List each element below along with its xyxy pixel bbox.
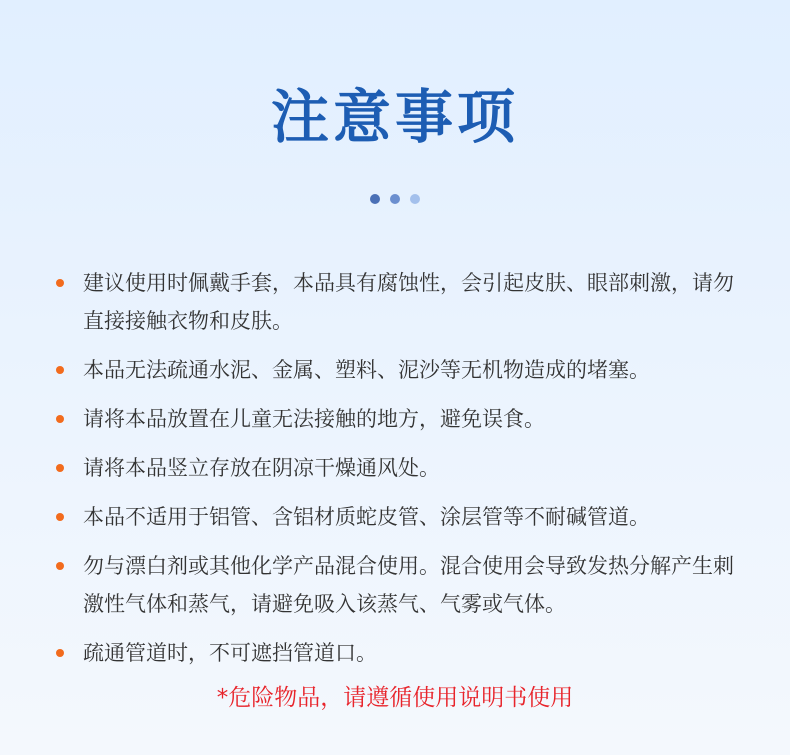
bullet-icon <box>56 464 64 472</box>
list-item <box>56 400 736 438</box>
dot-1 <box>370 194 380 204</box>
note-text: 疏通管道时，不可遮挡管道口。 <box>83 641 377 665</box>
bullet-icon <box>56 649 64 657</box>
list-item <box>56 498 736 536</box>
notes-list <box>56 264 736 683</box>
dot-2 <box>390 194 400 204</box>
note-text: 请将本品竖立存放在阴凉干燥通风处。 <box>83 456 440 480</box>
list-item <box>56 264 736 340</box>
page-title: 注意事项 <box>270 83 519 151</box>
list-item <box>56 449 736 487</box>
list-item <box>56 351 736 389</box>
bullet-icon <box>56 513 64 521</box>
list-item <box>56 547 736 623</box>
bullet-icon <box>56 415 64 423</box>
bullet-icon <box>56 562 64 570</box>
note-text: 建议使用时佩戴手套，本品具有腐蚀性，会引起皮肤、眼部刺激，请勿直接接触衣物和皮肤。 <box>83 271 734 333</box>
note-text: 请将本品放置在儿童无法接触的地方，避免误食。 <box>83 407 545 431</box>
pagination-dots <box>0 194 790 204</box>
note-text: 本品不适用于铝管、含铝材质蛇皮管、涂层管等不耐碱管道。 <box>83 505 650 529</box>
list-item <box>56 634 736 672</box>
bullet-icon <box>56 279 64 287</box>
warning-text: *危险物品，请遵循使用说明书使用 <box>216 685 574 711</box>
note-text: 本品无法疏通水泥、金属、塑料、泥沙等无机物造成的堵塞。 <box>83 358 650 382</box>
bullet-icon <box>56 366 64 374</box>
dot-3 <box>410 194 420 204</box>
note-text: 勿与漂白剂或其他化学产品混合使用。混合使用会导致发热分解产生刺激性气体和蒸气，请避免吸入该蒸气、气雾或气体。 <box>83 554 734 616</box>
